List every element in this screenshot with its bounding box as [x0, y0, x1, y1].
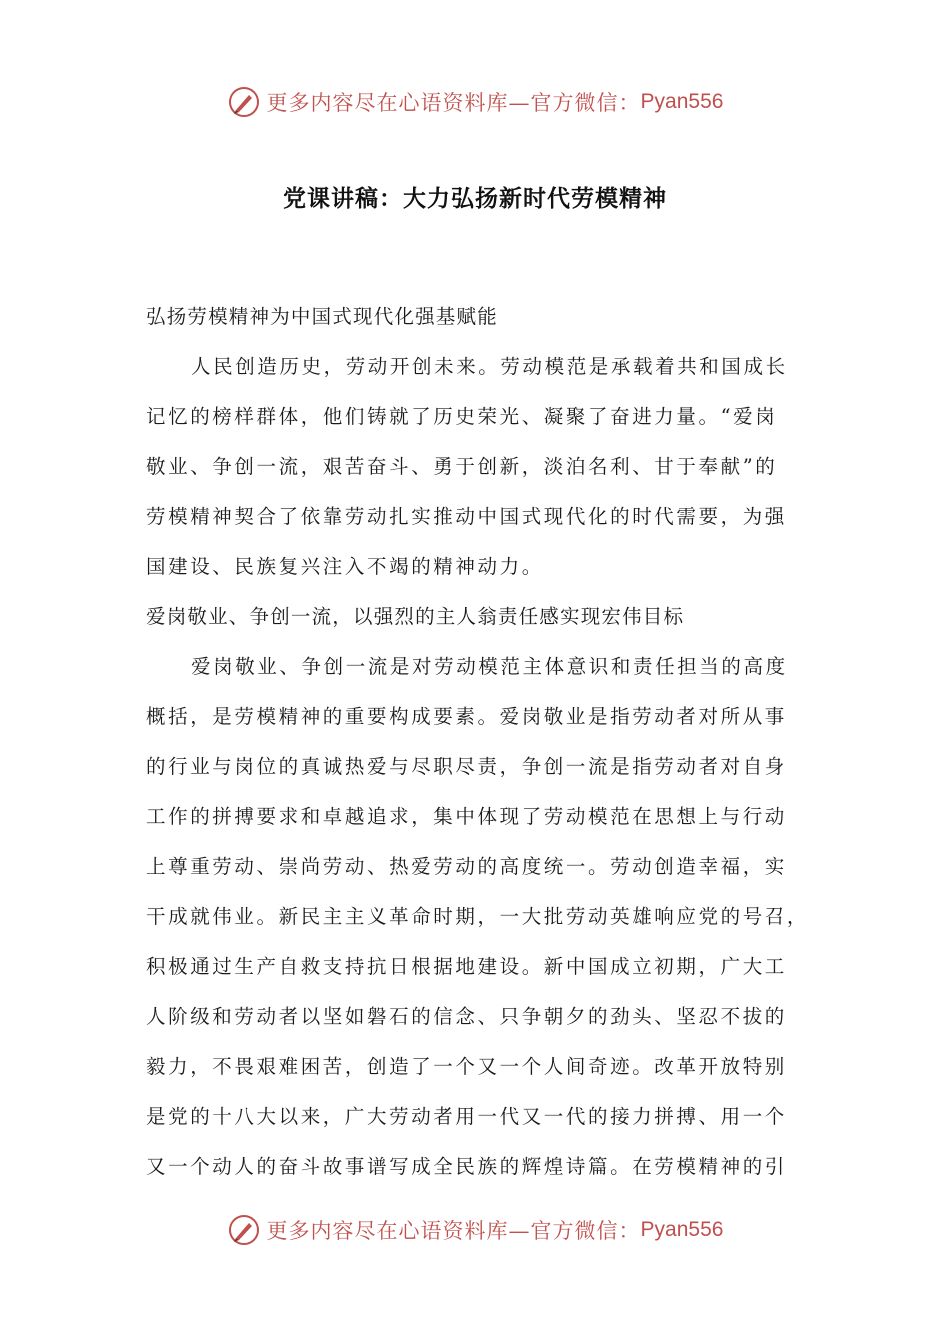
section-heading: 弘扬劳模精神为中国式现代化强基赋能: [146, 305, 498, 328]
paragraph-line: 干成就伟业。新民主主义革命时期，一大批劳动英雄响应党的号召，: [146, 905, 810, 928]
paragraph-line: 上尊重劳动、崇尚劳动、热爱劳动的高度统一。劳动创造幸福，实: [146, 855, 787, 878]
pen-logo-icon: [227, 85, 261, 119]
paragraph-line: 又一个动人的奋斗故事谱写成全民族的辉煌诗篇。在劳模精神的引: [146, 1155, 787, 1178]
paragraph-line: 积极通过生产自救支持抗日根据地建设。新中国成立初期，广大工: [146, 955, 787, 978]
pen-logo-icon: [227, 1213, 261, 1247]
section-heading: 爱岗敬业、争创一流，以强烈的主人翁责任感实现宏伟目标: [146, 605, 685, 628]
header-watermark-banner: [0, 80, 950, 124]
paragraph-line: 爱岗敬业、争创一流是对劳动模范主体意识和责任担当的高度: [191, 655, 788, 678]
banner-text: 更多内容尽在心语资料库—官方微信：: [266, 91, 641, 115]
banner-wechat-id: Pyan556: [640, 90, 724, 113]
paragraph-line: 的行业与岗位的真诚热爱与尽职尽责，争创一流是指劳动者对自身: [146, 755, 787, 778]
paragraph-line: 劳模精神契合了依靠劳动扎实推动中国式现代化的时代需要，为强: [146, 505, 787, 528]
paragraph-line: 记忆的榜样群体，他们铸就了历史荣光、凝聚了奋进力量。“爱岗: [146, 405, 778, 428]
paragraph-line: 是党的十八大以来，广大劳动者用一代又一代的接力拼搏、用一个: [146, 1105, 787, 1128]
paragraph-line: 工作的拼搏要求和卓越追求，集中体现了劳动模范在思想上与行动: [146, 805, 787, 828]
banner-wechat-id: Pyan556: [640, 1218, 724, 1241]
document-title: 党课讲稿：大力弘扬新时代劳模精神: [283, 185, 667, 212]
paragraph-line: 敬业、争创一流，艰苦奋斗、勇于创新，淡泊名利、甘于奉献”的: [146, 455, 778, 478]
paragraph-line: 人民创造历史，劳动开创未来。劳动模范是承载着共和国成长: [191, 355, 788, 378]
footer-watermark-banner: [0, 1208, 950, 1252]
paragraph-line: 人阶级和劳动者以坚如磐石的信念、只争朝夕的劲头、坚忍不拔的: [146, 1005, 787, 1028]
banner-text: 更多内容尽在心语资料库—官方微信：: [266, 1219, 641, 1243]
document-body: [146, 292, 810, 1192]
paragraph-line: 概括，是劳模精神的重要构成要素。爱岗敬业是指劳动者对所从事: [146, 705, 787, 728]
paragraph-line: 国建设、民族复兴注入不竭的精神动力。: [146, 555, 544, 578]
paragraph-line: 毅力，不畏艰难困苦，创造了一个又一个人间奇迹。改革开放特别: [146, 1055, 787, 1078]
